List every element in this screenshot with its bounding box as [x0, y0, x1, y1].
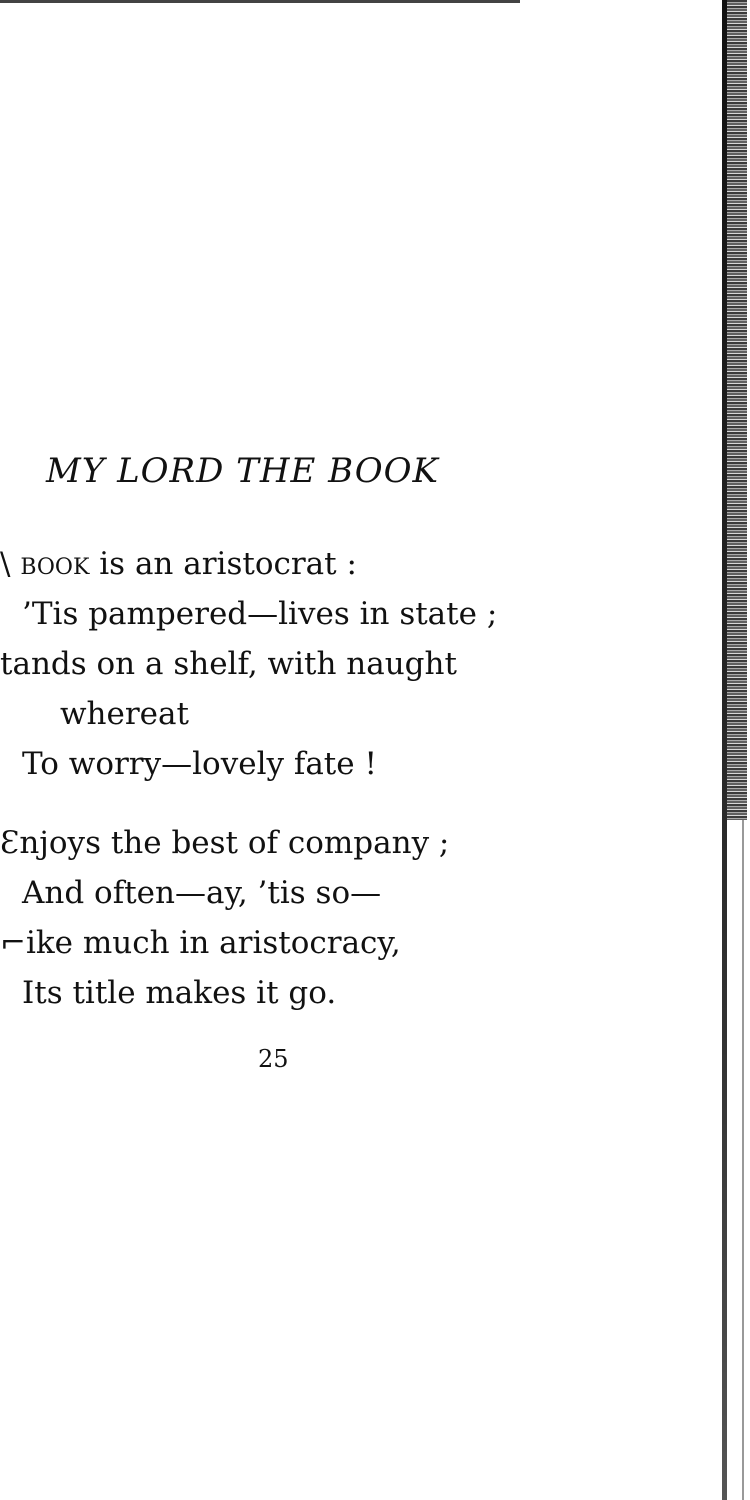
poem-title: MY LORD THE BOOK — [46, 451, 439, 491]
stanza-1-line-4: whereat — [60, 696, 189, 732]
page-number: 25 — [258, 1045, 289, 1073]
stanza-1-line-3: ̻tands on a shelf, with naught — [0, 646, 457, 682]
stanza-1-line-5: To worry—lovely fate ! — [22, 746, 377, 782]
stanza-2-line-2: And often—ay, ’tis so— — [22, 875, 382, 911]
line-1-smallcaps-word: book — [20, 546, 90, 582]
book-spine-edge — [712, 0, 750, 1500]
stanza-1-line-2: ’Tis pampered—lives in state ; — [22, 596, 498, 632]
stanza-2-line-4: Its title makes it go. — [22, 975, 337, 1011]
stanza-2-line-3: ⌐ike much in aristocracy, — [0, 925, 401, 961]
spine-texture — [727, 0, 747, 820]
line-1-rest: is an aristocrat : — [89, 546, 357, 582]
stanza-2-line-1: Ɛnjoys the best of company ; — [0, 825, 450, 861]
top-edge-rule — [0, 0, 520, 3]
line-1-lead-glyph: \ — [0, 546, 21, 582]
stanza-1-line-1 — [0, 546, 357, 582]
spine-faint-line — [742, 820, 744, 1500]
